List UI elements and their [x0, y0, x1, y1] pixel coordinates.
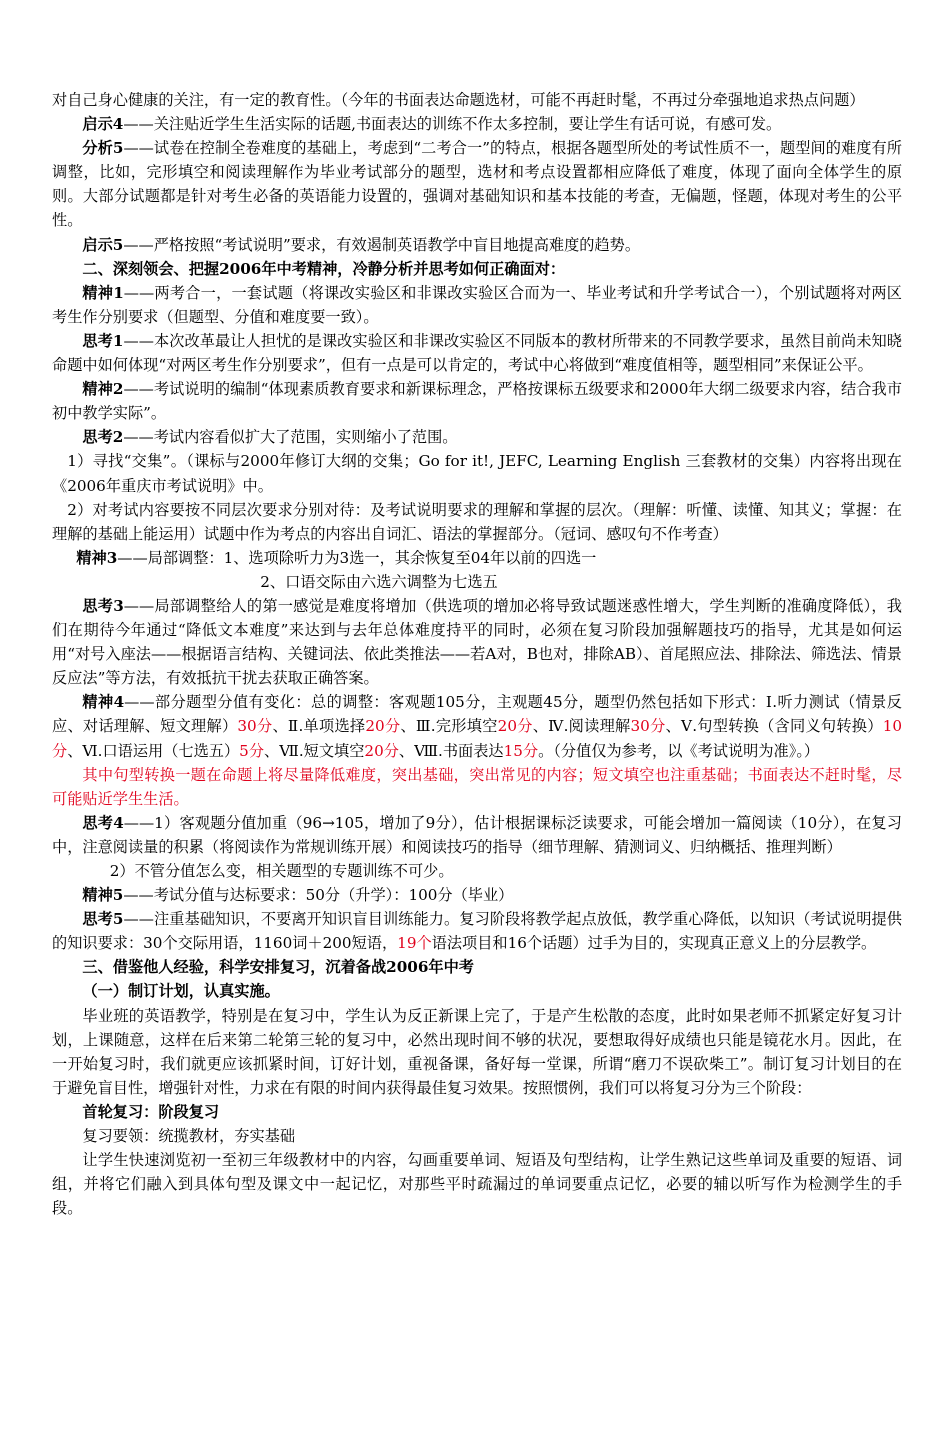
paragraph-plan: 毕业班的英语教学，特别是在复习中，学生认为反正新课上完了，于是产生松散的态度，此时如果老师不抓紧定好复习计划，上课随意，这样在后来第二轮第三轮的复习中，必然出现时间不够的状况，要想取得好成绩也只能是镜花水月。因此，在一开始复习时，我们就更应该抓紧时间，订好计划，重视备课，备好每一堂课，所谓“磨刀不误砍柴工”。制订复习计划目的在于避免盲目性，增强针对性，力求在有限的时间内获得最佳复习效果。按照惯例，我们可以将复习分为三个阶段：	[52, 1006, 902, 1097]
sikao-5-text-1: ——注重基础知识，不要离开知识盲目训练能力。复习阶段将教学起点放低，教学重心降低，以知识（考试说明提供的知识要求：30个交际用语，1160词＋200短语，	[52, 910, 902, 953]
score-passage-fill: 20分	[364, 741, 399, 760]
paragraph-jingshen-2	[52, 377, 902, 425]
label-jingshen-5: 精神5	[82, 886, 124, 905]
section-2-heading: 二、深刻领会、把握2006年中考精神，冷静分析并思考如何正确面对：	[82, 259, 566, 278]
sikao-4-item-2: 2）不管分值怎么变，相关题型的专题训练不可少。	[109, 862, 454, 880]
label-sikao-3: 思考3	[82, 596, 124, 615]
text-qishi-5: ——严格按照“考试说明”要求，有效遏制英语教学中盲目地提高难度的趋势。	[123, 235, 641, 254]
text-jingshen-2: ——考试说明的编制“体现素质教育要求和新课标理念，严格按课标五级要求和2000年大纲二级要求内容，结合我市初中教学实际”。	[52, 380, 902, 423]
paragraph-sikao-2	[52, 425, 902, 449]
score-sentence-transform: 10分	[52, 717, 903, 760]
label-sikao-5: 思考5	[82, 910, 124, 929]
paragraph-jingshen-5	[52, 883, 902, 907]
paragraph-qishi-5	[52, 233, 902, 257]
text-sikao-3: ——局部调整给人的第一感觉是难度将增加（供选项的增加必将导致试题迷惑性增大，学生判断的准确度降低），我们在期待今年通过“降低文本难度”来达到与去年总体难度持平的同时，必须在复习阶段加强解题技巧的指导，尤其是如何运用“对号入座法——根据语言结构、关键词法、依此类推法——若A对，B也对，排除AB）、首尾照应法、排除法、筛选法、情景反应法”等方法，有效抵抗干扰去获取正确答案。	[52, 596, 902, 688]
score-reading: 30分	[630, 717, 666, 736]
label-jingshen-2: 精神2	[82, 380, 124, 399]
text-jingshen-1: ——两考合一，一套试题（将课改实验区和非课改实验区合而为一、毕业考试和升学考试合一），个别试题将对两区考生作分别要求（但题型、分值和难度要一致）。	[52, 283, 902, 326]
paragraph-sikao-4	[52, 811, 902, 859]
score-writing: 15分	[503, 741, 539, 760]
jingshen-3-item-2: 2、口语交际由六选六调整为七选五	[260, 572, 498, 591]
round-1-heading: 首轮复习：阶段复习	[82, 1102, 220, 1121]
score-single-choice: 20分	[365, 717, 401, 736]
score-cloze: 20分	[497, 717, 533, 736]
paragraph-round-1: 让学生快速浏览初一至初三年级教材中的内容，勾画重要单词、短语及句型结构，让学生熟记这些单词及重要的短语、词组，并将它们融入到具体句型及课文中一起记忆，对那些平时疏漏过的单词要重点记忆，必要的辅以听写作为检测学生的手段。	[52, 1151, 902, 1218]
text-sikao-4: ——1）客观题分值加重（96→105，增加了9分），估计根据课标泛读要求，可能会增加一篇阅读（10分），在复习中，注意阅读量的积累（将阅读作为常规训练开展）和阅读技巧的指导（细节理解、猜测词义、归纳概括、推理判断）	[52, 813, 902, 856]
score-listening: 30分	[237, 717, 273, 736]
paragraph-sikao-5	[52, 907, 902, 955]
text-jingshen-3: ——局部调整：1、选项除听力为3选一，其余恢复至04年以前的四选一	[117, 548, 597, 567]
label-jingshen-4: 精神4	[82, 693, 125, 712]
red-note: 其中句型转换一题在命题上将尽量降低难度，突出基础，突出常见的内容；短文填空也注重基础；书面表达不赶时髦，尽可能贴近学生生活。	[52, 765, 902, 808]
text-jingshen-5: ——考试分值与达标要求：50分（升学）：100分（毕业）	[123, 886, 514, 905]
score-oral: 5分	[239, 741, 265, 760]
paragraph-intro: 对自己身心健康的关注，有一定的教育性。（今年的书面表达命题选材，可能不再赶时髦，不再过分牵强地追求热点问题）	[52, 91, 865, 109]
paragraph-sikao-1	[52, 329, 902, 377]
sikao-2-item-1: 1）寻找“交集”。（课标与2000年修订大纲的交集；Go for it!, JEFC, Learning English 三套教材的交集）内容将出现在《2006年重庆市考试说明》中。	[52, 452, 902, 495]
label-fenxi-5: 分析5	[82, 139, 124, 158]
paragraph-qishi-4	[52, 112, 902, 136]
jingshen-4-text-2: 、Ⅱ.单项选择	[272, 717, 366, 736]
paragraph-jingshen-1	[52, 281, 902, 329]
jingshen-4-text-5: 、Ⅴ.句型转换（含同义句转换）	[665, 717, 883, 736]
label-sikao-4: 思考4	[82, 813, 124, 832]
label-sikao-2: 思考2	[82, 428, 124, 447]
jingshen-4-text-3: 、Ⅲ.完形填空	[400, 717, 498, 736]
text-sikao-1: ——本次改革最让人担忧的是课改实验区和非课改实验区不同版本的教材所带来的不同教学要求，虽然目前尚未知晓命题中如何体现“对两区考生作分别要求”，但有一点是可以肯定的，考试中心将做到“难度值相等，题型相同”来保证公平。	[52, 331, 902, 375]
paragraph-jingshen-4	[52, 690, 902, 762]
text-qishi-4: ——关注贴近学生生活实际的话题,书面表达的训练不作太多控制，要让学生有话可说，有感可发。	[123, 115, 782, 134]
sikao-5-text-2: 语法项目和16个话题）过手为目的，实现真正意义上的分层教学。	[431, 934, 877, 953]
grammar-count: 19个	[397, 934, 432, 953]
paragraph-jingshen-3	[52, 546, 902, 570]
round-1-key: 复习要领：统揽教材，夯实基础	[82, 1127, 296, 1146]
jingshen-4-text-4: 、Ⅳ.阅读理解	[532, 717, 631, 736]
paragraph-fenxi-5	[52, 136, 902, 232]
text-sikao-2: ——考试内容看似扩大了范围，实则缩小了范围。	[123, 428, 458, 447]
text-fenxi-5: ——试卷在控制全卷难度的基础上，考虑到“二考合一”的特点，根据各题型所处的考试性质不一，题型间的难度有所调整，比如，完形填空和阅读理解作为毕业考试部分的题型，选材和考点设置都相应降低了难度，体现了面向全体学生的原则。大部分试题都是针对考生必备的英语能力设置的，强调对基础知识和基本技能的考查，无偏题，怪题，体现对考生的公平性。	[52, 139, 902, 230]
label-qishi-4: 启示4	[82, 115, 124, 134]
label-sikao-1: 思考1	[82, 331, 124, 350]
jingshen-4-text-8: 、Ⅷ.书面表达	[398, 741, 504, 760]
label-qishi-5: 启示5	[82, 235, 124, 254]
paragraph-sikao-3	[52, 594, 902, 690]
jingshen-4-text-7: 、Ⅶ.短文填空	[264, 741, 365, 760]
jingshen-4-text-9: 。（分值仅为参考，以《考试说明为准》。）	[538, 741, 820, 760]
subsection-1-heading: （一）制订计划，认真实施。	[82, 982, 280, 1001]
sikao-2-item-2: 2）对考试内容要按不同层次要求分别对待：及考试说明要求的理解和掌握的层次。（理解：听懂、读懂、知其义；掌握：在理解的基础上能运用）试题中作为考点的内容出自词汇、语法的掌握部分。（冠词、感叹句不作考查）	[52, 500, 902, 543]
section-3-heading: 三、借鉴他人经验，科学安排复习，沉着备战2006年中考	[82, 958, 474, 977]
jingshen-4-text-1: ——部分题型分值有变化：总的调整：客观题105分，主观题45分，题型仍然包括如下形式：Ⅰ.听力测试（情景反应、对话理解、短文理解）	[52, 693, 902, 736]
label-jingshen-3: 精神3	[76, 548, 118, 567]
label-jingshen-1: 精神1	[82, 283, 124, 302]
jingshen-4-text-6: 、Ⅵ.口语运用（七选五）	[67, 741, 240, 760]
